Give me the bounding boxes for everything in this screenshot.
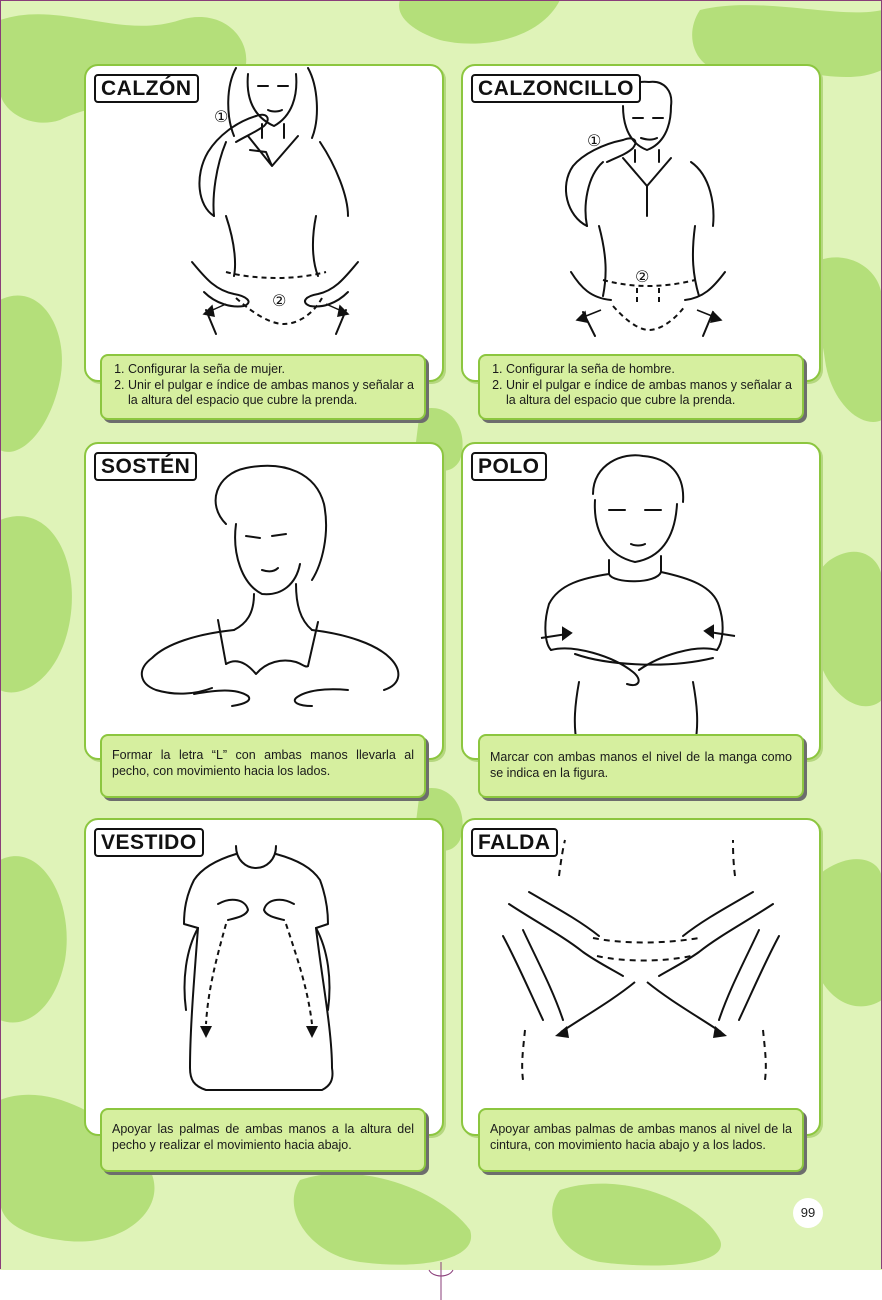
card-calzoncillo: [461, 64, 821, 382]
polo-illustration: [463, 444, 819, 758]
card-title: SOSTÉN: [94, 452, 197, 481]
calzoncillo-step-2: 2. Unir el pulgar e índice de ambas manos y señalar a la altura del espacio que cubre la prenda.: [506, 378, 792, 409]
card-title: FALDA: [471, 828, 558, 857]
card-title: CALZÓN: [94, 74, 199, 103]
crop-mark-icon: [425, 1262, 457, 1300]
calzon-step-2-marker: ②: [272, 291, 287, 310]
calzon-description: [100, 354, 426, 420]
calzon-step-2: 2. Unir el pulgar e índice de ambas manos y señalar a la altura del espacio que cubre la prenda.: [128, 378, 414, 409]
falda-description: [478, 1108, 804, 1172]
calzoncillo-step-1: 1. Configurar la seña de hombre.: [506, 362, 792, 378]
card-title: CALZONCILLO: [471, 74, 641, 103]
calzon-illustration: [86, 66, 442, 380]
calzoncillo-illustration: [463, 66, 819, 380]
card-sosten: [84, 442, 444, 760]
card-title: VESTIDO: [94, 828, 204, 857]
vestido-illustration: [86, 820, 442, 1134]
sosten-description-text: Formar la letra “L” con ambas manos llevarla al pecho, con movimiento hacia los lados.: [112, 748, 414, 778]
calzoncillo-description: [478, 354, 804, 420]
sosten-illustration: [86, 444, 442, 758]
falda-description-text: Apoyar ambas palmas de ambas manos al nivel de la cintura, con movimiento hacia abajo y a los lados.: [490, 1122, 792, 1152]
card-polo: [461, 442, 821, 760]
vestido-description-text: Apoyar las palmas de ambas manos a la altura del pecho y realizar el movimiento hacia abajo.: [112, 1122, 414, 1152]
polo-description: [478, 734, 804, 798]
calzoncillo-step-1-marker: ①: [587, 131, 602, 150]
calzon-step-1: 1. Configurar la seña de mujer.: [128, 362, 414, 378]
vestido-description: [100, 1108, 426, 1172]
calzon-step-1-marker: ①: [214, 107, 229, 126]
calzoncillo-step-2-marker: ②: [635, 267, 650, 286]
card-falda: [461, 818, 821, 1136]
card-vestido: [84, 818, 444, 1136]
falda-illustration: [463, 820, 819, 1134]
sosten-description: [100, 734, 426, 798]
card-calzon: [84, 64, 444, 382]
polo-description-text: Marcar con ambas manos el nivel de la manga como se indica en la figura.: [490, 750, 792, 780]
page-number: 99: [793, 1198, 823, 1228]
card-title: POLO: [471, 452, 547, 481]
